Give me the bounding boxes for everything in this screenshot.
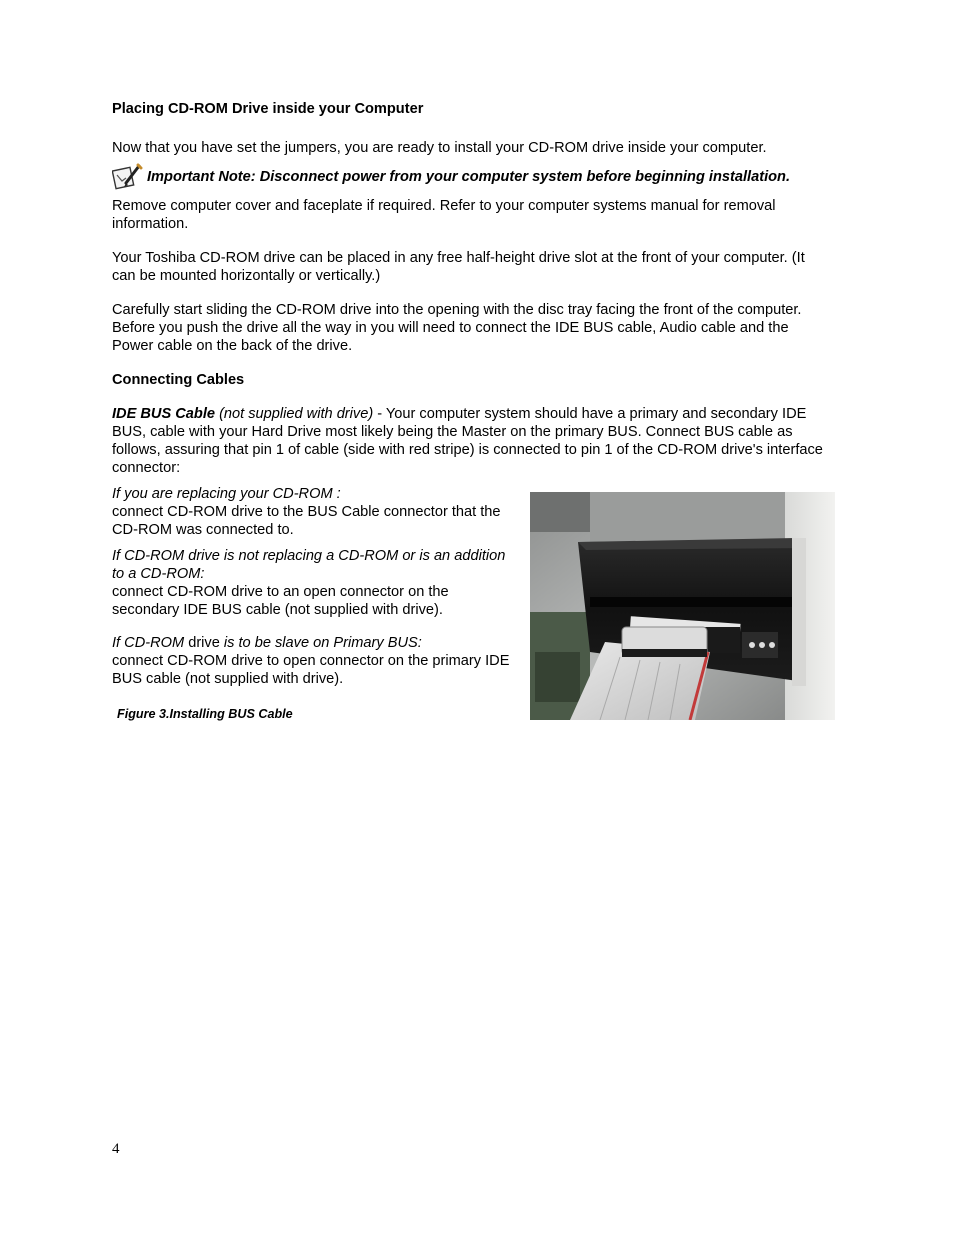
- paragraph-sliding: Carefully start sliding the CD-ROM drive into the opening with the disc tray facing the front of the computer. Before you push the drive all the way in you will need to connect the IDE BUS cable, Audio cable and the Power cable on the back of the drive.: [112, 302, 802, 354]
- note-check-icon: [112, 163, 144, 191]
- cd-rom-installation-photo: [530, 492, 835, 720]
- important-note: Important Note: Disconnect power from your computer system before beginning installation.: [147, 169, 791, 185]
- ide-bus-text: - Your computer system should have a primary and secondary IDE BUS, cable with your Hard Drive most likely being the Master on the primary BUS. Connect BUS cable as follows, assuring that pin 1 of cable (side with red stripe) is connected to pin 1 of the CD-ROM drive's interface connector:: [112, 406, 823, 476]
- case-replacing-title: If you are replacing your CD-ROM :: [112, 486, 341, 502]
- paragraph-remove-cover: Remove computer cover and faceplate if required. Refer to your computer systems manual for removal information.: [112, 198, 776, 232]
- case-replacing: [112, 485, 512, 539]
- case-slave: [112, 634, 512, 688]
- intro-paragraph: Now that you have set the jumpers, you are ready to install your CD-ROM drive inside your computer.: [112, 140, 767, 156]
- paragraph-placement: Your Toshiba CD-ROM drive can be placed in any free half-height drive slot at the front of your computer. (It can be mounted horizontally or vertically.): [112, 250, 805, 284]
- page-number: 4: [112, 1141, 120, 1157]
- section-heading-placing: Placing CD-ROM Drive inside your Computer: [112, 101, 424, 117]
- case-slave-text: connect CD-ROM drive to open connector on the primary IDE BUS cable (not supplied with drive).: [112, 653, 510, 687]
- section-heading-cables: Connecting Cables: [112, 372, 245, 388]
- case-slave-title: If CD-ROM drive is to be slave on Primary BUS:: [112, 635, 422, 651]
- ide-bus-label: IDE BUS Cable: [112, 406, 215, 422]
- case-not-replacing-title: If CD-ROM drive is not replacing a CD-ROM or is an addition to a CD-ROM:: [112, 548, 506, 582]
- ide-bus-paren: (not supplied with drive): [219, 406, 374, 422]
- figure-caption: Figure 3.Installing BUS Cable: [117, 707, 293, 721]
- case-not-replacing: [112, 547, 512, 619]
- case-replacing-text: connect CD-ROM drive to the BUS Cable connector that the CD-ROM was connected to.: [112, 504, 501, 538]
- case-not-replacing-text: connect CD-ROM drive to an open connector on the secondary IDE BUS cable (not supplied with drive).: [112, 584, 449, 618]
- ide-bus-paragraph: [112, 405, 837, 477]
